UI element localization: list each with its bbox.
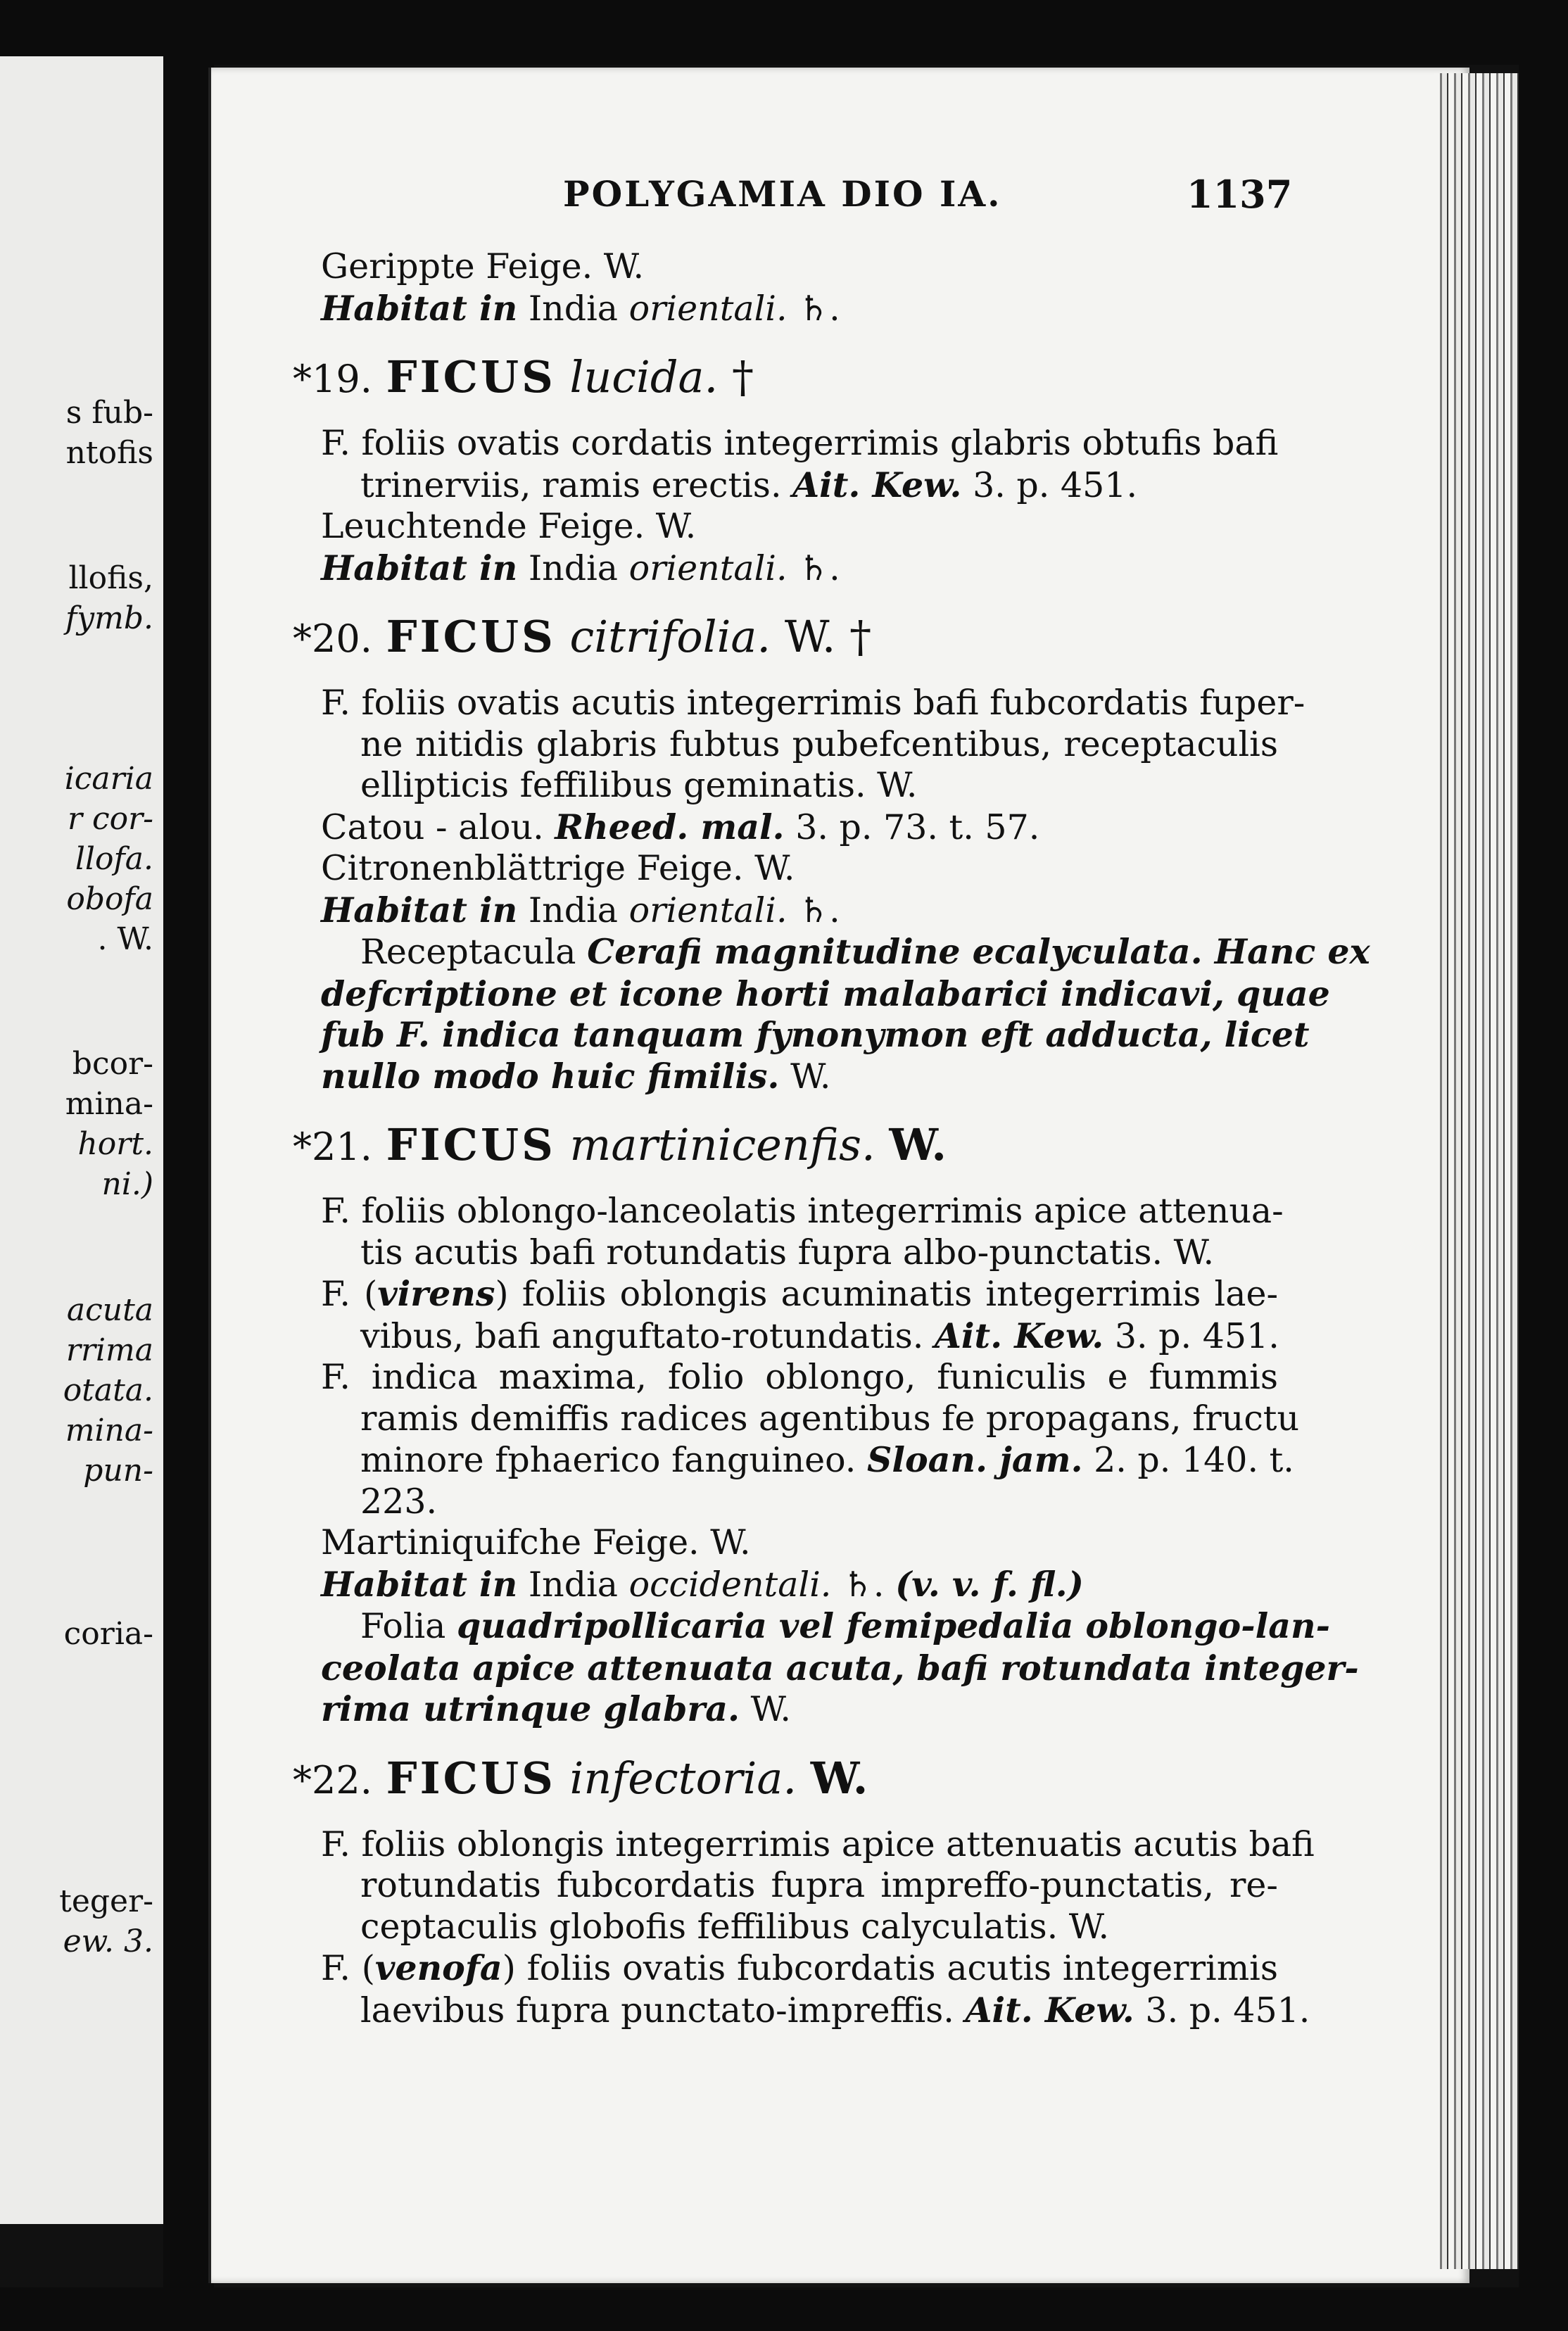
facing-page-fragment: ntofis (65, 435, 153, 471)
reference-locator: 2. p. 140. t. (1094, 1440, 1294, 1480)
note-line: fub F. indica tanquam fynonymon eft adducta, licet (321, 1014, 1310, 1055)
reference-locator: 3. p. 451. (1145, 1990, 1310, 2030)
note-line (321, 1605, 1330, 1648)
facing-page-fragment: fymb. (65, 600, 153, 636)
diagnosis-line: ellipticis feffilibus geminatis. W. (360, 765, 918, 805)
facing-page-fragment: mina- (65, 1413, 153, 1448)
running-title: POLYGAMIA DIO IA. (563, 173, 1002, 215)
note-text: Folia (360, 1606, 446, 1646)
habitat-label: Habitat in (321, 547, 518, 588)
shrub-symbol: ♄. (798, 548, 840, 588)
author-abbrev: W. (790, 1056, 831, 1097)
species-epithet: lucida. (569, 351, 719, 403)
reference-abbrev: Rheed. mal. (555, 806, 785, 847)
species-epithet: citrifolia. (569, 611, 771, 662)
synonym-line (360, 1439, 1294, 1482)
scan-bottom-border (0, 2287, 1568, 2331)
common-name: Gerippte Feige. W. (321, 246, 645, 286)
species-number: *20. (293, 617, 372, 661)
diagnosis-line (360, 465, 1278, 507)
facing-page-fragment: obofa (66, 881, 153, 917)
species-epithet: infectoria. (569, 1752, 797, 1804)
species-number: *22. (293, 1757, 372, 1802)
page-number: 1137 (1187, 172, 1293, 217)
facing-page-fragment: . W. (97, 921, 153, 957)
genus-name: FICUS (386, 1119, 556, 1170)
synonym-text: F. ( (321, 1274, 378, 1314)
facing-page-fragment: ew. 3. (63, 1923, 153, 1959)
species-heading (293, 609, 1278, 667)
note-text: quadripollicaria vel femipedalia oblongo-lan- (456, 1605, 1330, 1646)
shrub-symbol: ♄. (798, 890, 840, 930)
species-heading (293, 349, 1278, 408)
reference-abbrev: Ait. Kew. (934, 1315, 1104, 1356)
habitat-region: orientali. (628, 890, 788, 930)
habitat-line (321, 890, 1278, 932)
note-line: defcriptione et icone horti malabarici indicavi, quae (321, 973, 1330, 1014)
habitat-label: Habitat in (321, 287, 518, 329)
reference-locator: 3. p. 73. t. 57. (795, 807, 1040, 847)
diagnosis-line: F. foliis oblongo-lanceolatis integerrimis apice attenua- (321, 1191, 1284, 1231)
text-body (293, 246, 1370, 2031)
shrub-symbol: ♄. (798, 288, 840, 329)
diagnosis-line: F. foliis ovatis cordatis integerrimis glabris obtufis bafi (321, 423, 1279, 463)
diagnosis-line: rotundatis fubcordatis fupra impreffo-punctatis, re- (360, 1865, 1278, 1905)
note-text: rima utrinque glabra. (321, 1688, 740, 1729)
observation-note: (v. v. f. fl.) (895, 1563, 1084, 1605)
facing-page-fragment: otata. (63, 1372, 153, 1408)
species-epithet: martinicenfis. (569, 1119, 875, 1170)
reference-locator: 3. p. 451. (973, 465, 1138, 505)
species-number: *19. (293, 357, 372, 401)
note-text: Receptacula (360, 932, 576, 972)
diagnosis-line: F. foliis ovatis acutis integerrimis bafi fubcordatis fuper- (321, 683, 1305, 723)
synonym-line (321, 1947, 1278, 1990)
diagnosis-line: F. foliis oblongis integerrimis apice attenuatis acutis bafi (321, 1824, 1315, 1864)
synonym-text: F. ( (321, 1948, 375, 1988)
diagnosis-line: ne nitidis glabris fubtus pubefcentibus, receptaculis (360, 724, 1278, 764)
diagnosis-line: tis acutis bafi rotundatis fupra albo-punctatis. W. (360, 1232, 1215, 1272)
note-line (321, 1056, 1278, 1098)
note-line (321, 1688, 1278, 1731)
reference-abbrev: Ait. Kew. (792, 464, 962, 505)
habitat-place: India (528, 1564, 618, 1605)
genus-name: FICUS (386, 351, 556, 403)
habitat-label: Habitat in (321, 889, 518, 930)
synonym-line: 223. (360, 1481, 438, 1522)
facing-page-fragment: acuta (66, 1292, 153, 1328)
habitat-region: orientali. (628, 548, 788, 588)
facing-page-fragment: icaria (64, 761, 153, 797)
habitat-line (321, 548, 1278, 590)
author-abbrev: W. (784, 611, 836, 662)
facing-page-fragment: bcor- (72, 1046, 153, 1082)
note-line (321, 931, 1370, 973)
common-name: Leuchtende Feige. W. (321, 506, 697, 546)
note-text: nullo modo huic fimilis. (321, 1055, 780, 1097)
note-line: ceolata apice attenuata acuta, bafi rotundata integer- (321, 1647, 1359, 1688)
synonym-line (321, 807, 1278, 849)
dagger-mark: † (731, 351, 754, 403)
facing-page-fragment: pun- (83, 1453, 153, 1489)
habitat-place: India (528, 548, 618, 588)
synonym-text: ) foliis oblongis acuminatis integerrimis lae- (495, 1274, 1278, 1314)
synonym-line (360, 1989, 1310, 2032)
reference-abbrev: Ait. Kew. (965, 1989, 1134, 2030)
author-abbrev: W. (750, 1689, 791, 1729)
reference-locator: 3. p. 451. (1114, 1315, 1279, 1356)
dagger-mark: † (849, 611, 872, 662)
habitat-region: occidentali. (628, 1564, 832, 1605)
synonym-line (321, 1273, 1278, 1315)
synonym-text: laevibus fupra punctato-impreffis. (360, 1990, 954, 2030)
facing-page-fragment: hort. (77, 1126, 153, 1162)
synonym-line: ramis demiffis radices agentibus fe propagans, fructu (360, 1398, 1300, 1439)
facing-page-fragment: rrima (65, 1332, 153, 1368)
habitat-line (321, 288, 1278, 330)
running-head (0, 106, 1434, 217)
note-text: Cerafi magnitudine ecalyculata. Hanc ex (587, 931, 1370, 972)
facing-page-fragment: llofis, (68, 560, 153, 596)
facing-page-fragment: coria- (63, 1616, 153, 1652)
facing-page-left (0, 56, 165, 2224)
facing-page-fragment: mina- (65, 1086, 153, 1122)
synonym-epithet: venofa (374, 1947, 502, 1988)
synonym-text: vibus, bafi anguftato-rotundatis. (360, 1315, 924, 1356)
scan-top-border (0, 0, 1568, 65)
synonym-name: Catou - alou. (321, 807, 544, 847)
facing-page-fragment: llofa. (75, 841, 153, 877)
habitat-place: India (528, 890, 618, 930)
book-gutter (163, 0, 214, 2331)
habitat-line (321, 1564, 1278, 1606)
synonym-line: F. indica maxima, folio oblongo, funiculis e fummis (321, 1357, 1278, 1397)
synonym-epithet: virens (377, 1273, 495, 1314)
habitat-place: India (528, 288, 618, 329)
synonym-text: ) foliis ovatis fubcordatis acutis integerrimis (502, 1948, 1278, 1988)
species-number: *21. (293, 1125, 372, 1169)
common-name: Martiniquifche Feige. W. (321, 1522, 751, 1562)
synonym-text: minore fphaerico fanguineo. (360, 1440, 856, 1480)
common-name: Citronenblättrige Feige. W. (321, 848, 795, 888)
genus-name: FICUS (386, 611, 556, 662)
facing-page-fragment: s fub- (65, 395, 153, 431)
species-heading (293, 1750, 1278, 1809)
reference-abbrev: Sloan. jam. (866, 1439, 1083, 1480)
scan-right-border (1519, 0, 1568, 2331)
facing-page-fragment: r cor- (67, 801, 153, 837)
page-edges (1434, 73, 1519, 2269)
synonym-line (360, 1315, 1278, 1358)
facing-page-fragment: ni.) (101, 1166, 153, 1202)
habitat-label: Habitat in (321, 1563, 518, 1605)
diagnosis-line: ceptaculis globofis feffilibus calyculatis. W. (360, 1906, 1110, 1947)
habitat-region: orientali. (628, 288, 788, 329)
author-abbrev: W. (810, 1752, 868, 1804)
author-abbrev: W. (889, 1119, 947, 1170)
shrub-symbol: ♄. (842, 1564, 885, 1605)
species-heading (293, 1117, 1278, 1175)
genus-name: FICUS (386, 1752, 556, 1804)
facing-page-fragment: teger- (59, 1883, 153, 1919)
diagnosis-text: trinerviis, ramis erectis. (360, 465, 782, 505)
